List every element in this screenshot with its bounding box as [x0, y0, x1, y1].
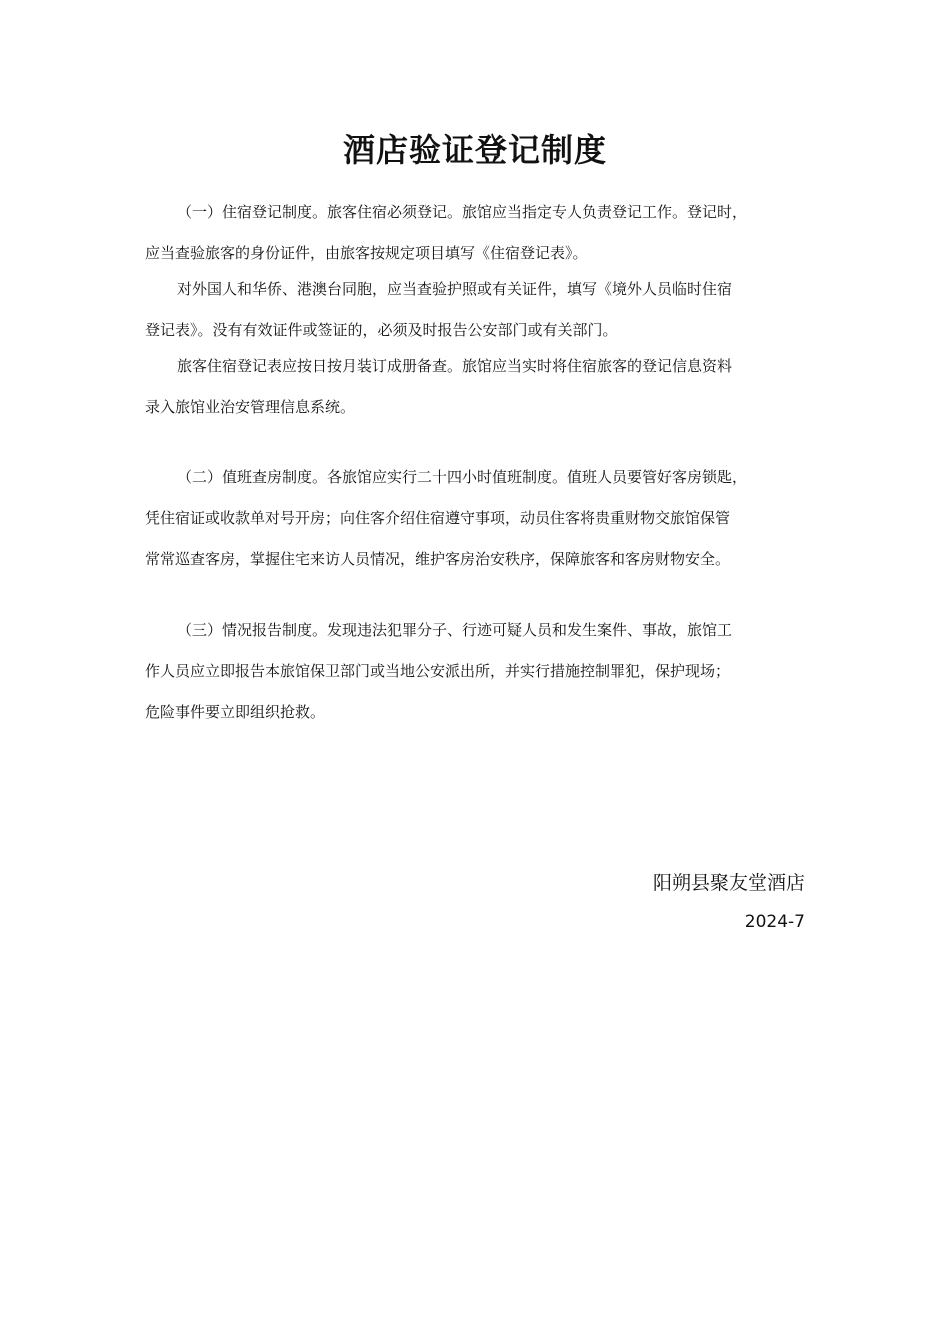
document-title: 酒店验证登记制度: [342, 131, 607, 169]
paragraph-line: 凭住宿证或收款单对号开房；向住客介绍住宿遵守事项，动员住客将贵重财物交旅馆保管: [145, 509, 731, 527]
paragraph-line: （一）住宿登记制度。旅客住宿必须登记。旅馆应当指定专人负责登记工作。登记时，: [177, 203, 748, 221]
paragraph-line: 对外国人和华侨、港澳台同胞，应当查验护照或有关证件，填写《境外人员临时住宿: [177, 280, 733, 298]
paragraph-line: 旅客住宿登记表应按日按月装订成册备查。旅馆应当实时将住宿旅客的登记信息资料: [177, 357, 733, 375]
paragraph-line: 作人员应立即报告本旅馆保卫部门或当地公安派出所，并实行措施控制罪犯，保护现场；: [145, 662, 731, 680]
paragraph-line: （三）情况报告制度。发现违法犯罪分子、行迹可疑人员和发生案件、事故，旅馆工: [177, 621, 733, 639]
paragraph-line: 登记表》。没有有效证件或签证的，必须及时报告公安部门或有关部门。: [145, 321, 618, 339]
paragraph-line: 录入旅馆业治安管理信息系统。: [145, 398, 356, 416]
signature-organization: 阳朔县聚友堂酒店: [652, 872, 805, 894]
paragraph-line: 危险事件要立即组织抢救。: [145, 703, 326, 721]
signature-date: 2024-7: [744, 912, 805, 932]
paragraph-line: 应当查验旅客的身份证件，由旅客按规定项目填写《住宿登记表》。: [145, 244, 588, 262]
paragraph-line: （二）值班查房制度。各旅馆应实行二十四小时值班制度。值班人员要管好客房锁匙，: [177, 468, 748, 486]
paragraph-line: 常常巡查客房，掌握住宅来访人员情况，维护客房治安秩序，保障旅客和客房财物安全。: [145, 550, 731, 568]
